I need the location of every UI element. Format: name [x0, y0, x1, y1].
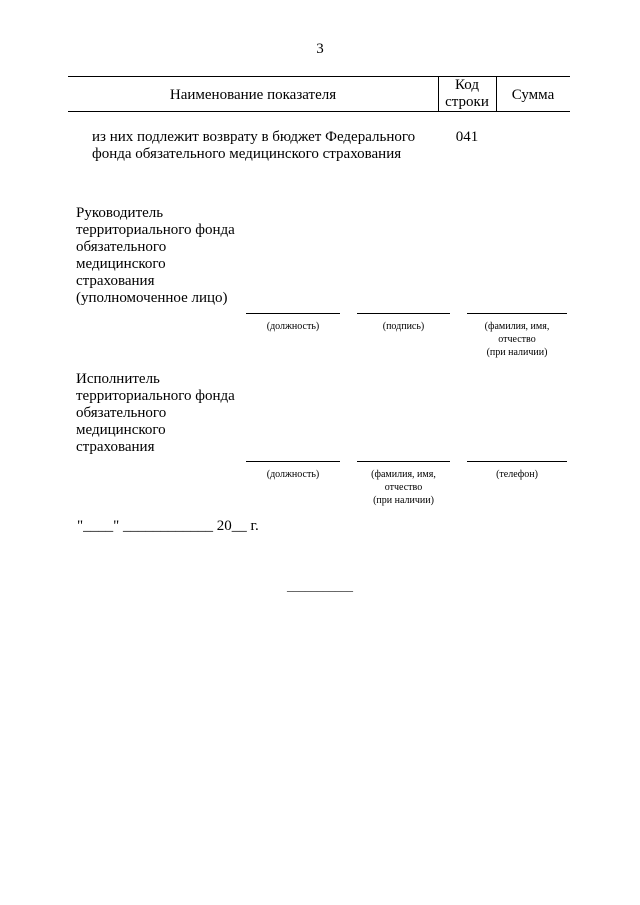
head-title-line: Руководитель — [76, 205, 164, 221]
row-code: 041 — [455, 129, 479, 145]
executor-phone-caption: (телефон) — [496, 469, 538, 480]
head-position-line — [246, 313, 340, 314]
header-code — [438, 77, 496, 111]
executor-fio-caption-line2: отчество — [384, 482, 423, 493]
head-title — [76, 205, 256, 307]
header-name: Наименование показателя — [169, 87, 337, 103]
row-text-line1: из них подлежит возврату в бюджет Федерального — [92, 129, 416, 145]
table-header-bottom-border — [68, 111, 570, 112]
header-code-line2: строки — [445, 94, 489, 110]
header-sum: Сумма — [511, 87, 555, 103]
head-title-line: обязательного — [76, 239, 167, 255]
executor-title-line: страхования — [76, 439, 155, 455]
footer-rule: ___________ — [287, 579, 353, 593]
executor-fio-caption-line1: (фамилия, имя, — [371, 469, 436, 480]
head-signature-line — [357, 313, 450, 314]
head-fio-caption-line2: отчество — [498, 334, 536, 345]
head-fio-caption-line1: (фамилия, имя, — [484, 321, 550, 332]
head-fio-line — [467, 313, 567, 314]
row-text-line2: фонда обязательного медицинского страхования — [92, 146, 402, 162]
head-title-line: территориального фонда — [76, 222, 235, 238]
head-position-caption: (должность) — [266, 321, 320, 332]
page-number: 3 — [316, 41, 324, 57]
executor-fio-caption-line3: (при наличии) — [373, 495, 434, 506]
header-code-line1: Код — [455, 77, 479, 93]
executor-title-line: медицинского — [76, 422, 166, 438]
executor-position-caption: (должность) — [266, 469, 320, 480]
head-title-line: медицинского — [76, 256, 166, 272]
executor-phone-line — [467, 461, 567, 462]
date-line: "____" ____________ 20__ г. — [77, 518, 259, 534]
executor-position-line — [246, 461, 340, 462]
head-fio-caption — [457, 320, 577, 359]
executor-title-line: территориального фонда — [76, 388, 235, 404]
row-text — [92, 129, 437, 163]
executor-title-line: обязательного — [76, 405, 167, 421]
head-signature-caption: (подпись) — [382, 321, 425, 332]
head-fio-caption-line3: (при наличии) — [486, 347, 548, 358]
executor-fio-caption — [347, 468, 460, 507]
executor-title-line: Исполнитель — [76, 371, 160, 387]
executor-title — [76, 371, 256, 456]
head-title-line: (уполномоченное лицо) — [76, 290, 228, 306]
head-title-line: страхования — [76, 273, 155, 289]
executor-fio-line — [357, 461, 450, 462]
